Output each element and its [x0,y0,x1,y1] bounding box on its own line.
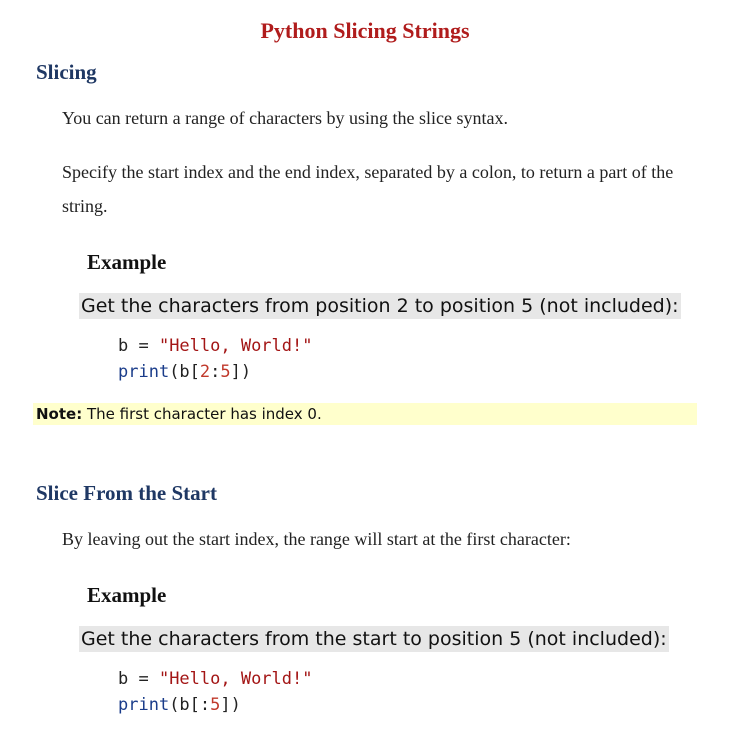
code-number: 5 [210,695,221,715]
code-text: b = [118,336,159,356]
note-text: The first character has index 0. [82,405,322,423]
code-line-2 [118,695,241,715]
code-block-2 [118,666,312,718]
code-text: (b[ [169,362,200,382]
slice-from-start-paragraph: By leaving out the start index, the range will start at the first character: [62,529,571,549]
code-function: print [118,695,170,715]
code-function: print [118,362,170,382]
page-title: Python Slicing Strings [260,18,470,43]
code-text: ]) [230,362,252,382]
section-heading-slice-from-start: Slice From the Start [36,481,217,505]
code-line-2 [118,362,251,382]
code-text: (b[: [169,695,211,715]
code-line-1 [118,336,312,356]
code-string: "Hello, World!" [158,336,313,356]
note-label: Note: [36,405,83,423]
code-text: : [210,362,221,382]
example-heading-2: Example [87,583,167,607]
code-number: 5 [220,362,231,382]
slicing-paragraph-1: You can return a range of characters by using the slice syntax. [62,108,509,128]
code-block-1 [118,333,312,385]
code-text: ]) [220,695,241,715]
example-description-2: Get the characters from the start to position 5 (not included): [81,628,667,650]
code-text: b = [118,669,159,689]
example-description-1: Get the characters from position 2 to position 5 (not included): [81,295,679,317]
example-heading-1: Example [87,250,167,274]
code-line-1 [118,669,312,689]
code-string: "Hello, World!" [158,669,313,689]
slicing-paragraph-2: Specify the start index and the end index, separated by a colon, to return a part of the string. [62,162,674,216]
section-heading-slicing: Slicing [36,60,97,84]
code-number: 2 [199,362,211,382]
note-box [33,403,697,425]
